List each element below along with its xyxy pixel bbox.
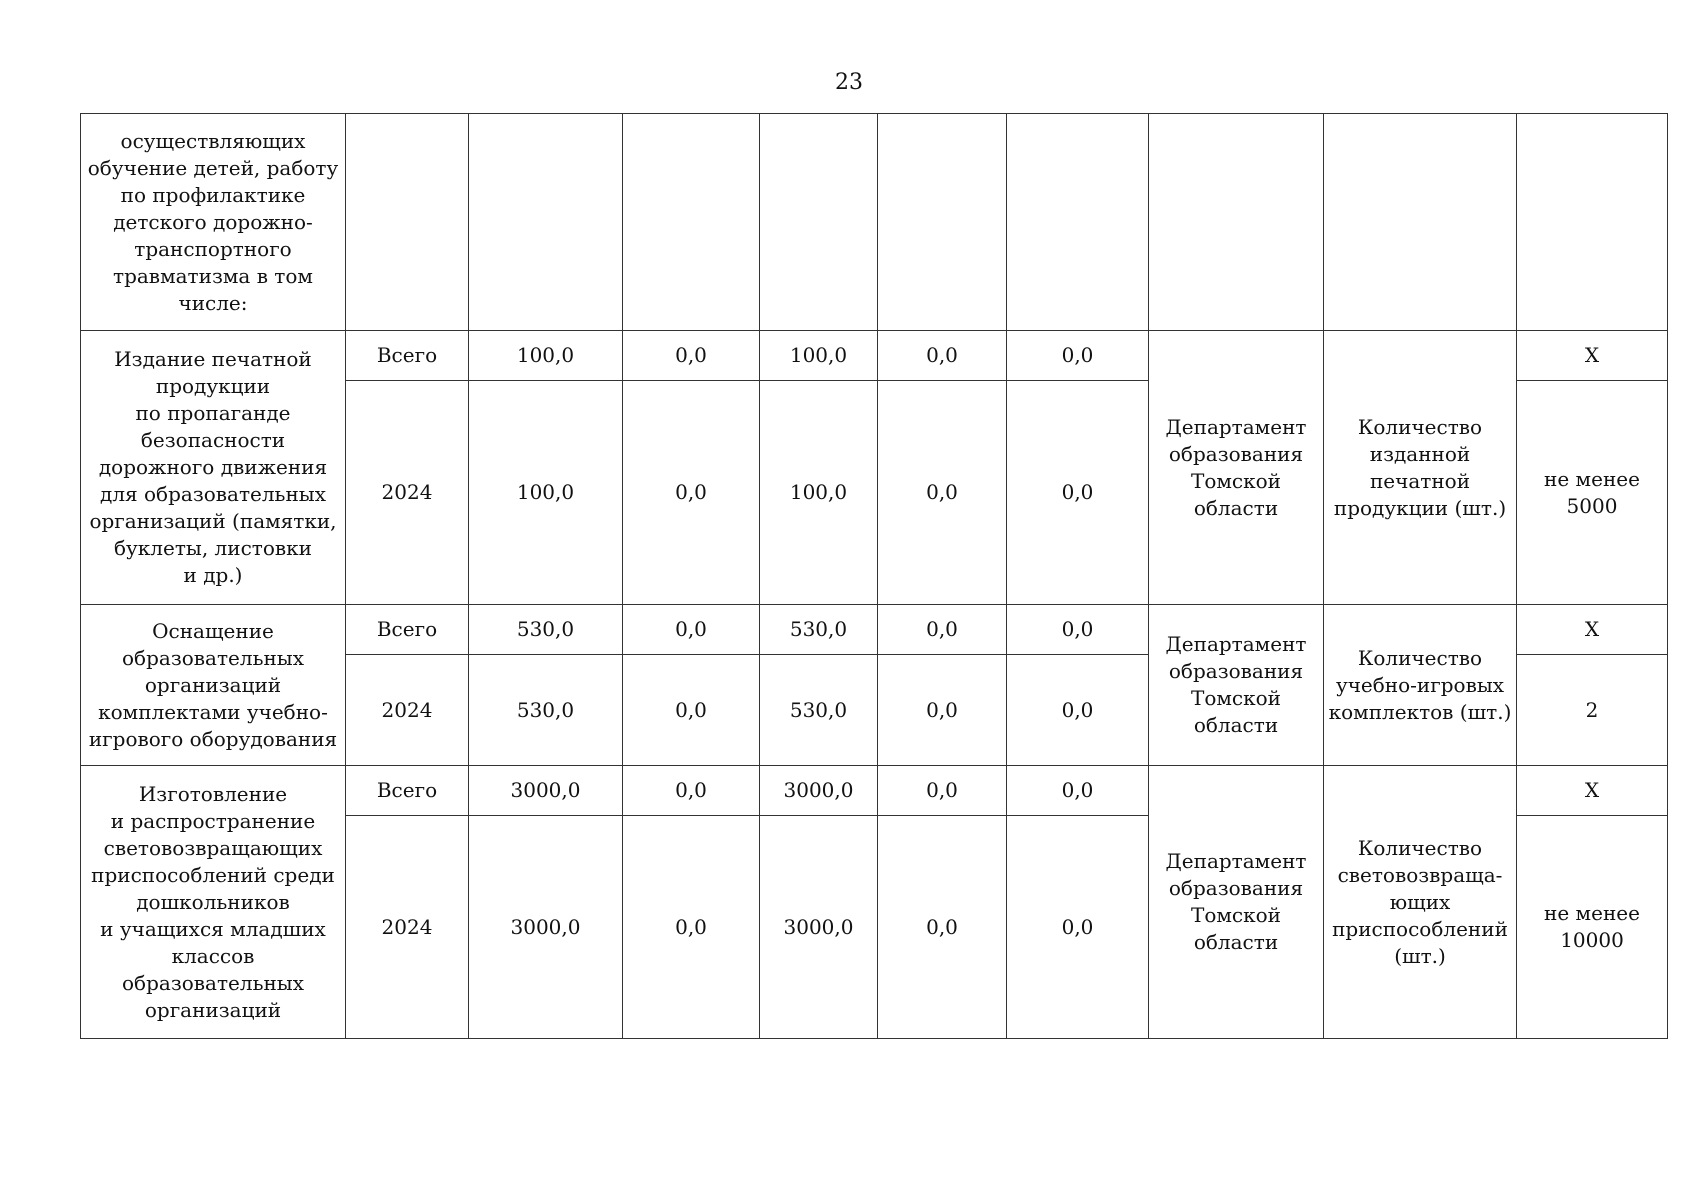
empty-cell — [1324, 114, 1517, 331]
period-label: 2024 — [346, 816, 469, 1039]
funding-local: 0,0 — [878, 766, 1007, 816]
empty-cell — [1149, 114, 1324, 331]
period-label: 2024 — [346, 655, 469, 766]
page-number: 23 — [835, 70, 863, 95]
event-description: Издание печатной продукции по пропаганде безопасности дорожного движения для образовательных организаций (памятки, буклеты, листовки и др.) — [81, 331, 346, 605]
funding-federal: 0,0 — [623, 816, 760, 1039]
target-value: Х — [1517, 766, 1668, 816]
executor: Департамент образования Томской области — [1149, 605, 1324, 766]
period-label: 2024 — [346, 381, 469, 605]
funding-other: 0,0 — [1007, 331, 1149, 381]
funding-other: 0,0 — [1007, 381, 1149, 605]
indicator: Количество изданной печатной продукции (шт.) — [1324, 331, 1517, 605]
funding-regional: 3000,0 — [760, 766, 878, 816]
table-row-total — [81, 331, 1668, 381]
funding-regional: 3000,0 — [760, 816, 878, 1039]
indicator: Количество учебно-игровых комплектов (шт.) — [1324, 605, 1517, 766]
target-value: не менее 10000 — [1517, 816, 1668, 1039]
period-label: Всего — [346, 605, 469, 655]
empty-cell — [1007, 114, 1149, 331]
funding-local: 0,0 — [878, 605, 1007, 655]
funding-regional: 100,0 — [760, 331, 878, 381]
empty-cell — [760, 114, 878, 331]
empty-cell — [469, 114, 623, 331]
funding-regional: 530,0 — [760, 655, 878, 766]
funding-local: 0,0 — [878, 381, 1007, 605]
period-label: Всего — [346, 766, 469, 816]
period-label: Всего — [346, 331, 469, 381]
empty-cell — [346, 114, 469, 331]
empty-cell — [1517, 114, 1668, 331]
funding-regional: 100,0 — [760, 381, 878, 605]
event-description: осуществляющих обучение детей, работу по профилактике детского дорожно- транспортного травматизма в том числе: — [81, 114, 346, 331]
table-row-continuation — [81, 114, 1668, 331]
funding-local: 0,0 — [878, 331, 1007, 381]
funding-federal: 0,0 — [623, 381, 760, 605]
funding-total: 100,0 — [469, 381, 623, 605]
target-value: Х — [1517, 605, 1668, 655]
funding-federal: 0,0 — [623, 655, 760, 766]
funding-local: 0,0 — [878, 655, 1007, 766]
funding-other: 0,0 — [1007, 766, 1149, 816]
funding-federal: 0,0 — [623, 605, 760, 655]
indicator: Количество световозвраща- ющих приспособлений (шт.) — [1324, 766, 1517, 1039]
funding-other: 0,0 — [1007, 816, 1149, 1039]
empty-cell — [623, 114, 760, 331]
table-row-total — [81, 766, 1668, 816]
funding-federal: 0,0 — [623, 331, 760, 381]
event-description: Оснащение образовательных организаций комплектами учебно- игрового оборудования — [81, 605, 346, 766]
event-description: Изготовление и распространение световозвращающих приспособлений среди дошкольников и учащихся младших классов образовательных организаций — [81, 766, 346, 1039]
target-value: не менее 5000 — [1517, 381, 1668, 605]
funding-total: 3000,0 — [469, 816, 623, 1039]
table-row-total — [81, 605, 1668, 655]
funding-federal: 0,0 — [623, 766, 760, 816]
funding-total: 530,0 — [469, 655, 623, 766]
funding-other: 0,0 — [1007, 655, 1149, 766]
funding-total: 530,0 — [469, 605, 623, 655]
executor: Департамент образования Томской области — [1149, 766, 1324, 1039]
funding-total: 3000,0 — [469, 766, 623, 816]
executor: Департамент образования Томской области — [1149, 331, 1324, 605]
empty-cell — [878, 114, 1007, 331]
funding-other: 0,0 — [1007, 605, 1149, 655]
funding-local: 0,0 — [878, 816, 1007, 1039]
funding-total: 100,0 — [469, 331, 623, 381]
target-value: Х — [1517, 331, 1668, 381]
funding-regional: 530,0 — [760, 605, 878, 655]
target-value: 2 — [1517, 655, 1668, 766]
program-table — [80, 113, 1668, 1039]
